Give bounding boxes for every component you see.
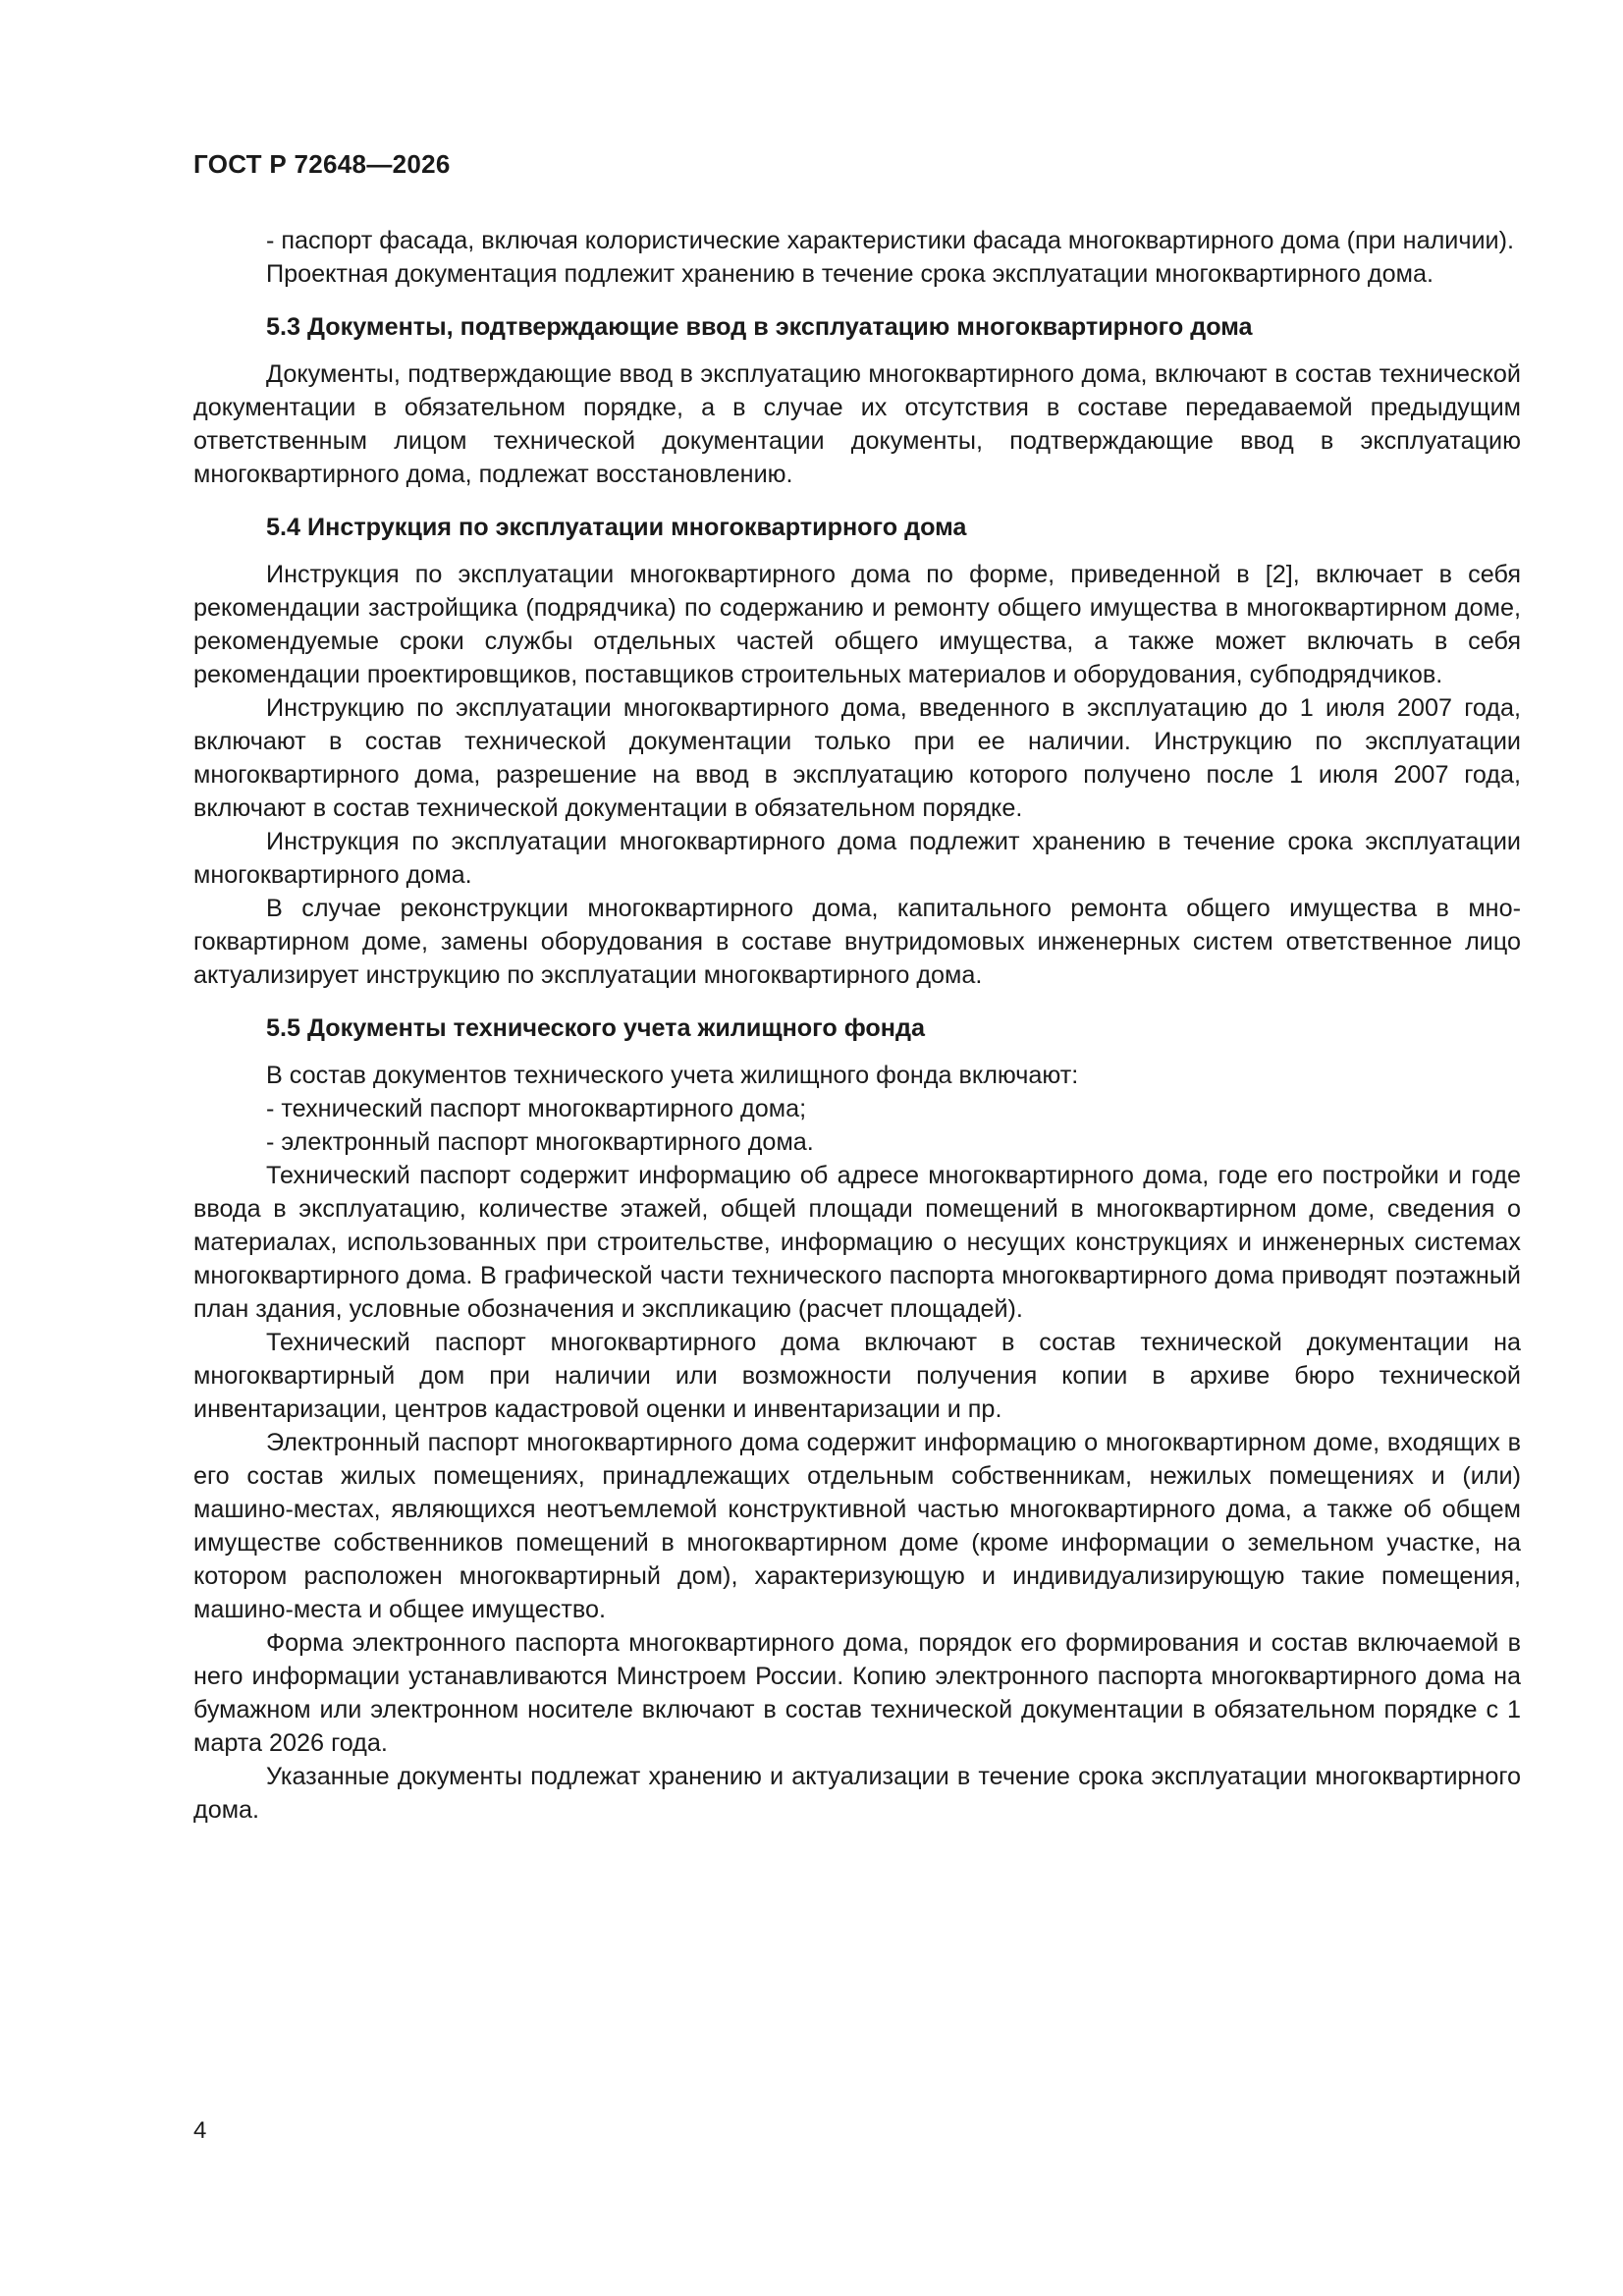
page-number: 4 (193, 2117, 207, 2144)
paragraph-5-5-4: Электронный паспорт многоквартирного дома содержит информацию о многоквартирном доме, входящих в его состав жилых помещениях, принадлежащих отдельным собственникам, нежилых помещениях и (или) машино-местах, являющихся неотъемлемой конструктивной частью многоквартирного дома, а также об общем имуществе собственников помещений в многоквартирном доме (кроме информации о земельном участке, на котором расположен многоквартирный дом), характеризующую и индивидуализирующую такие помещения, машино-места и общее имущество. (193, 1429, 1521, 1623)
paragraph-5-4-4: В случае реконструкции многоквартирного дома, капитального ремонта общего имущества в многоквартирном доме, замены оборудования в составе внутридомовых инженерных систем ответственное лицо актуализирует инструкцию по эксплуатации многоквартирного дома. (193, 895, 1521, 989)
paragraph-5-4-2: Инструкцию по эксплуатации многоквартирного дома, введенного в эксплуатацию до 1 июля 2007 года, включают в состав технической документации только при ее наличии. Инструкцию по эксплуатации многоквартирного дома, разрешение на ввод в эксплуатацию которого получено после 1 июля 2007 года, включают в состав технической документации в обязательном порядке. (193, 694, 1521, 822)
paragraph-5-4-1: Инструкция по эксплуатации многоквартирного дома по форме, приведенной в [2], включает в себя рекомендации застройщика (подрядчика) по содержанию и ремонту общего имущества в многоквартирном доме, рекомендуемые сроки службы отдельных частей общего имущества, а также может включать в себя рекомендации проектировщиков, поставщиков строительных материалов и оборудования, субподрядчиков. (193, 561, 1521, 688)
list-item-technical-passport: - технический паспорт многоквартирного дома; (266, 1095, 807, 1122)
document-page (193, 0, 1521, 2296)
section-heading-5-4: 5.4 Инструкция по эксплуатации многоквартирного дома (266, 514, 967, 541)
paragraph-5-5-3: Технический паспорт многоквартирного дома включают в состав технической документации на многоквартирный дом при наличии или возможности получения копии в архиве бюро технической инвентаризации, центров кадастровой оценки и инвентаризации и пр. (193, 1329, 1521, 1423)
section-heading-5-3: 5.3 Документы, подтверждающие ввод в эксплуатацию многоквартирного дома (266, 313, 1253, 341)
list-item-facade-passport: - паспорт фасада, включая колористические характеристики фасада многоквартирного дома (при наличии). (266, 227, 1515, 254)
document-body (193, 224, 1521, 1827)
paragraph-storage-note: Проектная документация подлежит хранению в течение срока эксплуатации многоквартирного дома. (266, 260, 1434, 288)
paragraph-5-4-3: Инструкция по эксплуатации многоквартирного дома подлежит хранению в течение срока эксплуатации многоквартирного дома. (193, 828, 1521, 889)
paragraph-5-5-6: Указанные документы подлежат хранению и актуализации в течение срока эксплуатации многоквартирного дома. (193, 1763, 1521, 1824)
paragraph-5-3-1: Документы, подтверждающие ввод в эксплуатацию многоквартирного дома, включают в состав технической документации в обязательном порядке, а в случае их отсутствия в составе передаваемой предыдущим ответственным лицом технической документации документы, подтверждающие ввод в эксплуатацию многоквартирного дома, подлежат восстановлению. (193, 360, 1521, 488)
list-item-electronic-passport: - электронный паспорт многоквартирного дома. (266, 1128, 814, 1156)
paragraph-5-5-5: Форма электронного паспорта многоквартирного дома, порядок его формирования и состав включаемой в него информации устанавливаются Минстроем России. Копию электронного паспорта многоквартирного дома на бумажном или электронном носителе включают в состав технической документации в обязательном порядке с 1 марта 2026 года. (193, 1629, 1521, 1757)
document-header: ГОСТ Р 72648—2026 (193, 149, 451, 179)
paragraph-5-5-2: Технический паспорт содержит информацию об адресе многоквартирного дома, годе его постройки и годе ввода в эксплуатацию, количестве этажей, общей площади помещений в многоквартирном доме, сведения о материалах, использованных при строительстве, информацию о несущих конструкциях и инженерных системах многоквартирного дома. В графической части технического паспорта многоквартирного дома приводят поэтажный план здания, условные обозначения и экспликацию (расчет площадей). (193, 1162, 1521, 1323)
section-heading-5-5: 5.5 Документы технического учета жилищного фонда (266, 1014, 926, 1042)
paragraph-5-5-1: В состав документов технического учета жилищного фонда включают: (266, 1062, 1079, 1089)
